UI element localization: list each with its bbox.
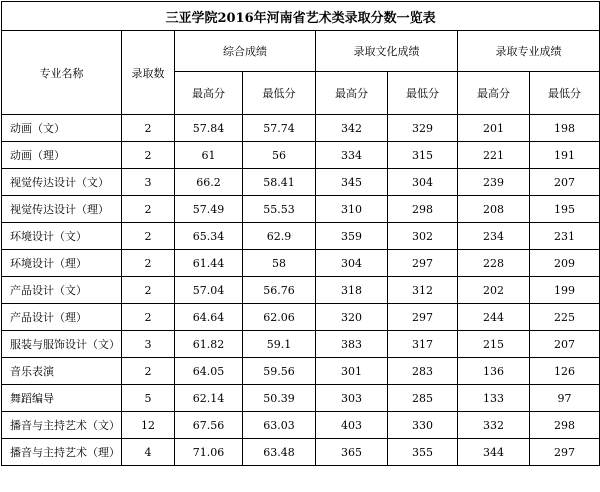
cell-professional-min: 198: [530, 115, 600, 142]
cell-count: 2: [122, 277, 175, 304]
cell-professional-min: 209: [530, 250, 600, 277]
cell-major: 视觉传达设计（文）: [2, 169, 122, 196]
cell-count: 5: [122, 385, 175, 412]
cell-professional-min: 195: [530, 196, 600, 223]
cell-culture-min: 297: [388, 250, 458, 277]
cell-count: 4: [122, 439, 175, 466]
cell-composite-max: 61.44: [175, 250, 243, 277]
cell-culture-max: 403: [316, 412, 388, 439]
cell-composite-max: 61.82: [175, 331, 243, 358]
cell-professional-min: 207: [530, 169, 600, 196]
cell-composite-max: 61: [175, 142, 243, 169]
cell-major: 服装与服饰设计（文）: [2, 331, 122, 358]
cell-composite-max: 65.34: [175, 223, 243, 250]
cell-major: 舞蹈编导: [2, 385, 122, 412]
header-professional-min: 最低分: [530, 72, 600, 115]
cell-professional-min: 207: [530, 331, 600, 358]
cell-count: 3: [122, 169, 175, 196]
cell-composite-min: 50.39: [243, 385, 316, 412]
cell-culture-min: 304: [388, 169, 458, 196]
cell-major: 环境设计（理）: [2, 250, 122, 277]
cell-major: 产品设计（理）: [2, 304, 122, 331]
cell-composite-max: 57.84: [175, 115, 243, 142]
cell-composite-max: 64.05: [175, 358, 243, 385]
cell-count: 2: [122, 223, 175, 250]
cell-culture-max: 301: [316, 358, 388, 385]
table-row: [2, 385, 600, 412]
cell-professional-min: 297: [530, 439, 600, 466]
cell-culture-min: 297: [388, 304, 458, 331]
table-row: [2, 412, 600, 439]
cell-professional-max: 221: [458, 142, 530, 169]
cell-professional-min: 191: [530, 142, 600, 169]
cell-culture-min: 283: [388, 358, 458, 385]
table-row: [2, 223, 600, 250]
cell-composite-min: 58.41: [243, 169, 316, 196]
cell-composite-min: 62.06: [243, 304, 316, 331]
cell-composite-max: 64.64: [175, 304, 243, 331]
cell-count: 2: [122, 142, 175, 169]
cell-major: 动画（理）: [2, 142, 122, 169]
cell-major: 音乐表演: [2, 358, 122, 385]
cell-culture-min: 315: [388, 142, 458, 169]
cell-professional-min: 199: [530, 277, 600, 304]
cell-culture-max: 365: [316, 439, 388, 466]
cell-professional-max: 215: [458, 331, 530, 358]
cell-composite-min: 58: [243, 250, 316, 277]
cell-count: 2: [122, 250, 175, 277]
cell-count: 2: [122, 304, 175, 331]
cell-culture-max: 304: [316, 250, 388, 277]
score-sheet: [1, 1, 599, 490]
cell-major: 播音与主持艺术（理）: [2, 439, 122, 466]
cell-culture-max: 303: [316, 385, 388, 412]
cell-professional-max: 136: [458, 358, 530, 385]
cell-composite-min: 57.74: [243, 115, 316, 142]
table-row: [2, 142, 600, 169]
cell-count: 2: [122, 196, 175, 223]
header-composite-min: 最低分: [243, 72, 316, 115]
cell-professional-min: 298: [530, 412, 600, 439]
cell-composite-min: 56.76: [243, 277, 316, 304]
table-row: [2, 250, 600, 277]
cell-major: 播音与主持艺术（文）: [2, 412, 122, 439]
header-culture-max: 最高分: [316, 72, 388, 115]
cell-culture-min: 355: [388, 439, 458, 466]
cell-composite-max: 57.49: [175, 196, 243, 223]
cell-composite-min: 62.9: [243, 223, 316, 250]
cell-composite-max: 71.06: [175, 439, 243, 466]
cell-composite-min: 59.56: [243, 358, 316, 385]
header-culture-min: 最低分: [388, 72, 458, 115]
cell-professional-max: 239: [458, 169, 530, 196]
cell-major: 环境设计（文）: [2, 223, 122, 250]
cell-composite-max: 67.56: [175, 412, 243, 439]
header-major: 专业名称: [2, 31, 122, 115]
cell-professional-max: 228: [458, 250, 530, 277]
table-row: [2, 358, 600, 385]
cell-composite-min: 59.1: [243, 331, 316, 358]
cell-culture-min: 298: [388, 196, 458, 223]
table-row: [2, 331, 600, 358]
cell-professional-max: 234: [458, 223, 530, 250]
cell-composite-max: 66.2: [175, 169, 243, 196]
cell-professional-max: 201: [458, 115, 530, 142]
cell-culture-max: 359: [316, 223, 388, 250]
cell-count: 2: [122, 115, 175, 142]
cell-culture-max: 345: [316, 169, 388, 196]
cell-culture-max: 334: [316, 142, 388, 169]
cell-major: 产品设计（文）: [2, 277, 122, 304]
cell-composite-min: 63.03: [243, 412, 316, 439]
cell-composite-min: 55.53: [243, 196, 316, 223]
cell-composite-min: 63.48: [243, 439, 316, 466]
table-row: [2, 196, 600, 223]
header-professional: 录取专业成绩: [458, 31, 600, 72]
cell-culture-min: 329: [388, 115, 458, 142]
cell-count: 2: [122, 358, 175, 385]
cell-culture-min: 285: [388, 385, 458, 412]
cell-culture-max: 320: [316, 304, 388, 331]
cell-culture-min: 317: [388, 331, 458, 358]
cell-professional-max: 208: [458, 196, 530, 223]
header-culture: 录取文化成绩: [316, 31, 458, 72]
cell-culture-max: 342: [316, 115, 388, 142]
table-title: 三亚学院2016年河南省艺术类录取分数一览表: [2, 2, 600, 31]
cell-professional-max: 244: [458, 304, 530, 331]
header-professional-max: 最高分: [458, 72, 530, 115]
cell-count: 3: [122, 331, 175, 358]
table-row: [2, 169, 600, 196]
header-count: 录取数: [122, 31, 175, 115]
cell-count: 12: [122, 412, 175, 439]
cell-professional-max: 202: [458, 277, 530, 304]
cell-professional-max: 344: [458, 439, 530, 466]
header-composite: 综合成绩: [175, 31, 316, 72]
cell-professional-max: 133: [458, 385, 530, 412]
cell-culture-max: 310: [316, 196, 388, 223]
cell-composite-max: 57.04: [175, 277, 243, 304]
cell-composite-max: 62.14: [175, 385, 243, 412]
table-row: [2, 304, 600, 331]
header-composite-max: 最高分: [175, 72, 243, 115]
cell-professional-min: 225: [530, 304, 600, 331]
cell-culture-min: 330: [388, 412, 458, 439]
table-row: [2, 115, 600, 142]
cell-professional-min: 231: [530, 223, 600, 250]
cell-professional-min: 126: [530, 358, 600, 385]
cell-culture-min: 302: [388, 223, 458, 250]
table-row: [2, 439, 600, 466]
cell-culture-max: 318: [316, 277, 388, 304]
cell-major: 视觉传达设计（理）: [2, 196, 122, 223]
cell-composite-min: 56: [243, 142, 316, 169]
admission-score-table: [1, 1, 600, 466]
cell-culture-min: 312: [388, 277, 458, 304]
cell-professional-max: 332: [458, 412, 530, 439]
cell-major: 动画（文）: [2, 115, 122, 142]
table-row: [2, 277, 600, 304]
cell-professional-min: 97: [530, 385, 600, 412]
cell-culture-max: 383: [316, 331, 388, 358]
